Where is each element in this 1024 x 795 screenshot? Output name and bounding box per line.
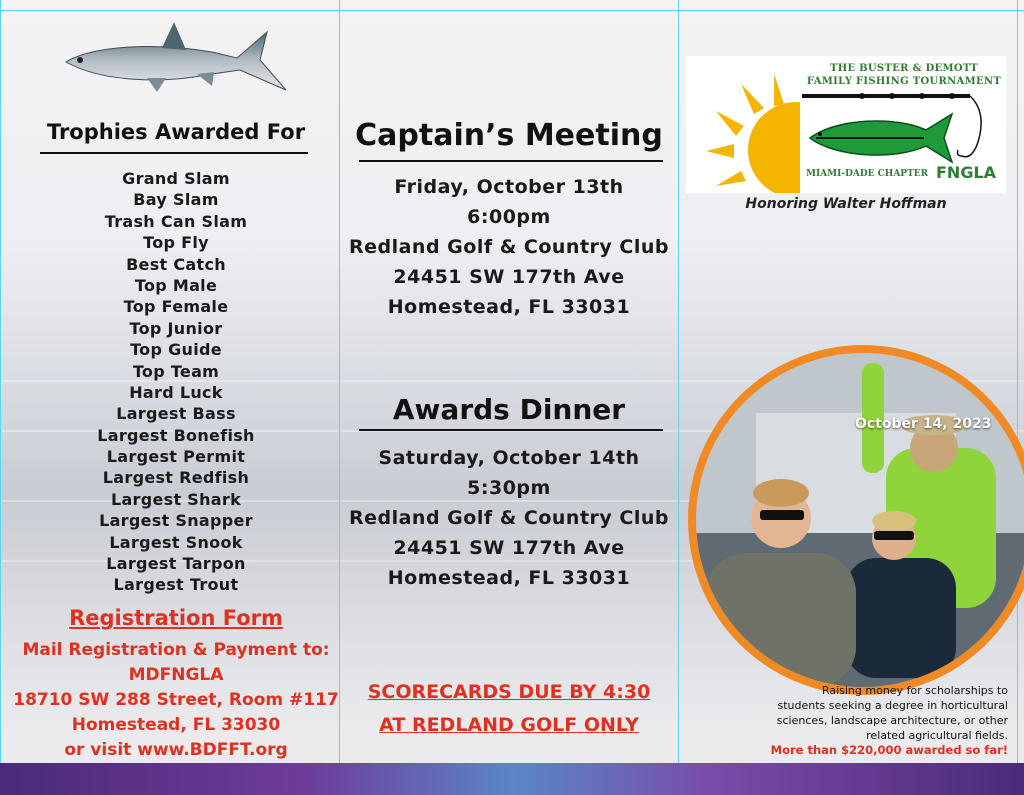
trophy-item: Best Catch: [126, 254, 226, 274]
trophy-item: Largest Permit: [106, 447, 246, 467]
scorecards-line: AT REDLAND GOLF ONLY: [379, 714, 639, 736]
awards-dinner-details: [344, 443, 674, 593]
registration-text: [10, 638, 342, 763]
registration-line: MDFNGLA: [128, 665, 224, 685]
captains-meeting-line: Homestead, FL 33031: [387, 296, 631, 318]
trophy-item: Grand Slam: [122, 169, 230, 188]
title-underline: [40, 152, 308, 154]
trophy-item: Largest Bass: [116, 404, 236, 424]
title-underline: [359, 160, 663, 162]
awards-dinner-line: 5:30pm: [467, 477, 551, 499]
awards-dinner-title: Awards Dinner: [392, 393, 626, 426]
logo-chapter: MIAMI-DADE CHAPTER: [806, 169, 929, 179]
trophy-item: Largest Snapper: [99, 511, 253, 531]
captains-meeting-details: [344, 172, 674, 322]
captains-meeting-title: Captain’s Meeting: [355, 118, 663, 153]
trophy-item: Trash Can Slam: [104, 211, 248, 231]
awards-dinner-line: Saturday, October 14th: [378, 447, 640, 469]
trophy-item: Top Fly: [143, 233, 209, 253]
logo-org: FNGLA: [936, 163, 997, 182]
guide-line: [0, 0, 1, 795]
tournament-logo: [686, 56, 1006, 193]
captains-meeting-line: Friday, October 13th: [394, 176, 624, 198]
honoring-text: Honoring Walter Hoffman: [745, 196, 947, 212]
mission-line: Raising money for scholarships to: [821, 684, 1008, 697]
trophy-item: Top Male: [134, 275, 218, 295]
trophy-item: Top Junior: [129, 318, 223, 338]
captains-meeting-line: 6:00pm: [467, 206, 551, 228]
snook-fish-icon: [806, 108, 956, 168]
trophy-item: Largest Tarpon: [106, 554, 246, 574]
awards-dinner-line: Homestead, FL 33031: [387, 567, 631, 589]
trophy-item: Hard Luck: [129, 382, 223, 402]
captains-meeting-line: 24451 SW 177th Ave: [393, 266, 625, 288]
mission-statement: [730, 683, 1008, 743]
scorecards-line: SCORECARDS DUE BY 4:30: [367, 681, 651, 703]
registration-line: 18710 SW 288 Street, Room #117: [13, 690, 339, 710]
photo-date-label: October 14, 2023: [855, 416, 992, 432]
photo-frame: [688, 345, 1024, 695]
trophy-item: Largest Snook: [109, 532, 243, 552]
guide-line: [678, 0, 679, 795]
mission-line: students seeking a degree in horticultural: [777, 699, 1008, 712]
trophy-item: Largest Shark: [110, 489, 242, 509]
trophy-list: [40, 168, 312, 596]
logo-line-1: THE BUSTER & DEMOTT: [829, 63, 979, 74]
bottom-bar: [0, 763, 1024, 795]
registration-title: Registration Form: [69, 606, 283, 630]
trophy-item: Largest Bonefish: [97, 425, 255, 445]
title-underline: [359, 429, 663, 431]
scorecards-notice: [344, 676, 674, 742]
guide-line: [1017, 0, 1018, 795]
mission-line: related agricultural fields.: [866, 729, 1008, 742]
guide-line: [0, 10, 1024, 11]
trophy-item: Top Team: [132, 361, 220, 381]
trophy-item: Top Female: [123, 297, 229, 317]
captains-meeting-line: Redland Golf & Country Club: [348, 236, 669, 258]
tournament-photo: [696, 353, 1024, 687]
trophy-item: Top Guide: [130, 340, 222, 360]
mission-highlight: More than $220,000 awarded so far!: [770, 743, 1008, 757]
trophy-item: Bay Slam: [133, 190, 219, 210]
tarpon-fish-icon: [62, 18, 290, 100]
registration-line: Homestead, FL 33030: [71, 715, 281, 735]
trophy-item: Largest Redfish: [102, 468, 250, 488]
trophies-title: Trophies Awarded For: [46, 120, 306, 144]
mission-line: sciences, landscape architecture, or other: [776, 714, 1008, 727]
registration-line: or visit www.BDFFT.org: [64, 740, 288, 760]
logo-line-2: FAMILY FISHING TOURNAMENT: [806, 76, 1002, 87]
group-photo-image: [696, 353, 1024, 687]
registration-line: Mail Registration & Payment to:: [22, 640, 330, 660]
awards-dinner-line: 24451 SW 177th Ave: [393, 537, 625, 559]
awards-dinner-line: Redland Golf & Country Club: [348, 507, 669, 529]
trophy-item: Largest Trout: [113, 575, 239, 595]
